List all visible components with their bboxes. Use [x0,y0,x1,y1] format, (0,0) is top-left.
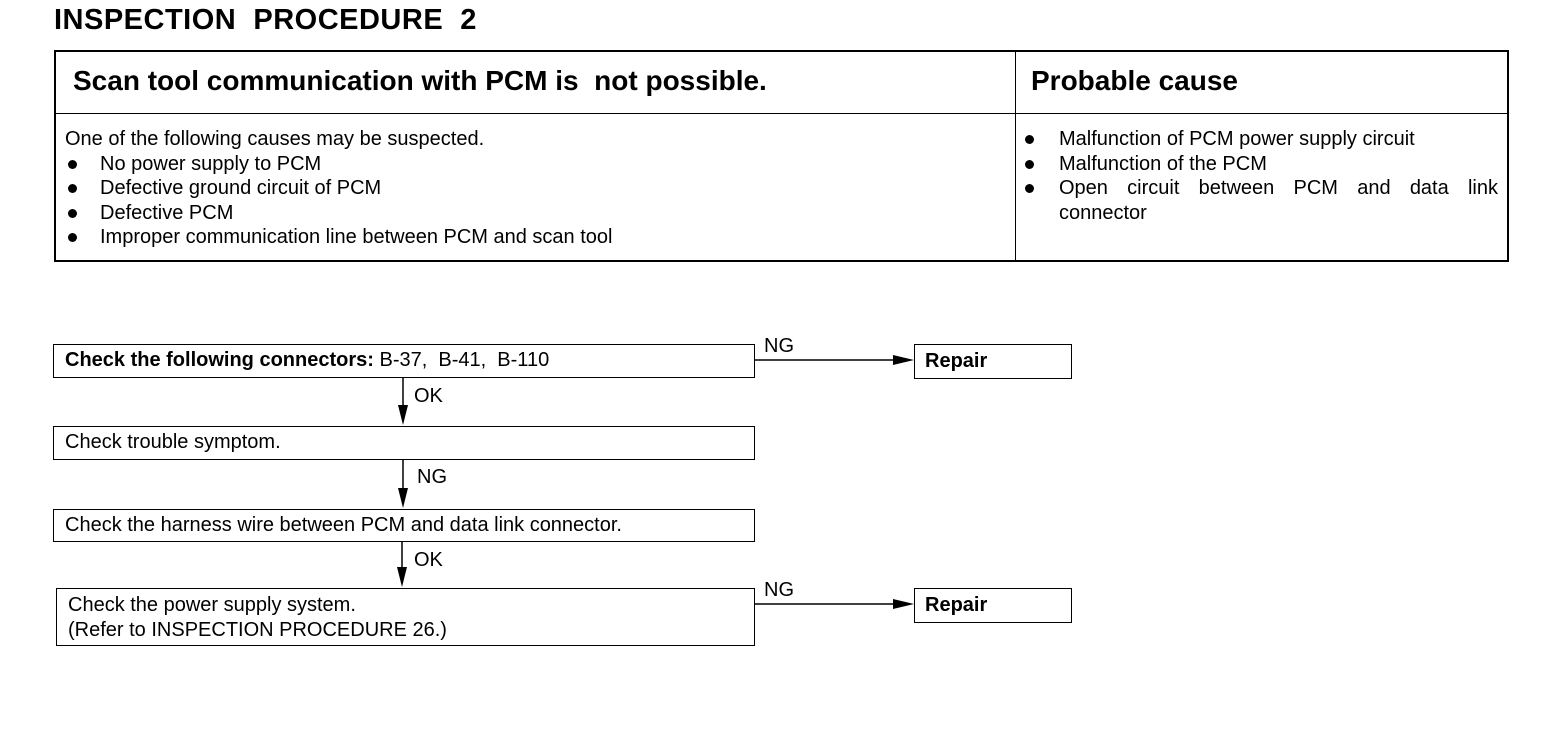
branch-label-ng: NG [764,335,794,357]
probable-cause-item: Malfunction of PCM power supply circuit [1022,127,1498,152]
step-check-connectors-label: Check the following connectors: [65,349,374,371]
suspected-intro: One of the following causes may be suspected. [65,128,485,150]
step-check-harness: Check the harness wire between PCM and data link connector. [53,509,755,542]
suspected-item: Defective ground circuit of PCM [65,176,612,201]
branch-label-ok: OK [414,385,443,407]
step-check-symptom: Check trouble symptom. [53,426,755,460]
step-check-power-supply-line2: (Refer to INSPECTION PROCEDURE 26.) [68,619,447,641]
step-check-power-supply-line1: Check the power supply system. [68,594,356,616]
branch-label-ng: NG [764,579,794,601]
page-title: INSPECTION PROCEDURE 2 [54,4,477,36]
suspected-item: Defective PCM [65,201,612,226]
step-check-connectors-ids: B-37, B-41, B-110 [373,349,550,371]
probable-cause-item: Open circuit between PCM and data link connector [1022,176,1498,225]
suspected-item: No power supply to PCM [65,152,612,177]
arrowhead-down [398,488,408,508]
probable-cause-item: Malfunction of the PCM [1022,152,1498,177]
branch-label-ng: NG [417,466,447,488]
repair-box-1: Repair [914,344,1072,379]
arrowhead-down [397,567,407,587]
probable-cause-heading: Probable cause [1031,65,1238,96]
arrowhead-right [893,599,914,609]
arrowhead-down [398,405,408,425]
arrowhead-right [893,355,914,365]
symptom-heading: Scan tool communication with PCM is not possible. [73,65,767,96]
suspected-item: Improper communication line between PCM and scan tool [65,225,612,250]
branch-label-ok: OK [414,549,443,571]
repair-box-2: Repair [914,588,1072,623]
